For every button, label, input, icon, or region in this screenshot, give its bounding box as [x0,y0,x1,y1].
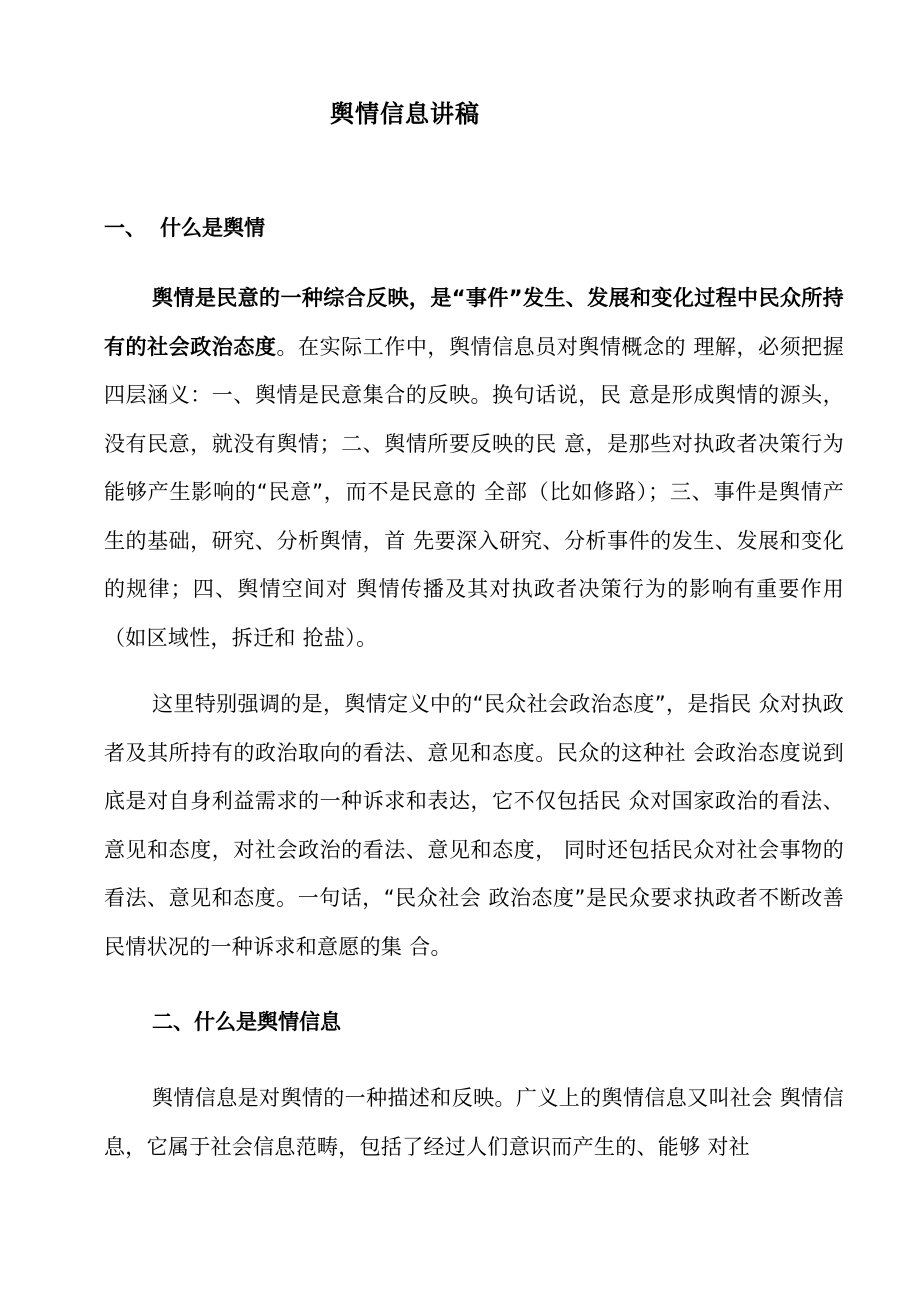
paragraph-1-body: 。在实际工作中，舆情信息员对舆情概念的 理解，必须把握四层涵义：一、舆情是民意集合的反映。换句话说，民 意是形成舆情的源头，没有民意，就没有舆情；二、舆情所要反映的民 意，是那些对执政者决策行为能够产生影响的“民意”，而不是民意的 全部（比如修路）；三、事件是舆情产生的基础，研究、分析舆情，首 先要深入研究、分析事件的发生、发展和变化的规律；四、舆情空间对 舆情传播及其对执政者决策行为的影响有重要作用（如区域性，拆迁和 抢盐）。 [104,334,844,650]
paragraph-1 [104,274,844,662]
section-heading-1 [104,212,265,244]
section-number-1: 一、 [104,216,146,240]
paragraph-2: 这里特别强调的是，舆情定义中的“民众社会政治态度”，是指民 众对执政者及其所持有的政治取向的看法、意见和态度。民众的这种社 会政治态度说到底是对自身利益需求的一种诉求和表达，它不仅包括民 众对国家政治的看法、意见和态度，对社会政治的看法、意见和态度， 同时还包括民众对社会事物的看法、意见和态度。一句话，“民众社会 政治态度”是民众要求执政者不断改善民情状况的一种诉求和意愿的集 合。 [104,692,844,959]
paragraph-1-bold-lead: 舆情是民意的一种综合反映，是“事件”发生、发展和变化过程中民众所持有的社会政治态度 [104,286,844,359]
document-title: 舆情信息讲稿 [330,100,480,128]
paragraph-3: 舆情信息是对舆情的一种描述和反映。广义上的舆情信息又叫社会 舆情信息，它属于社会信息范畴，包括了经过人们意识而产生的、能够 对社 [104,1086,844,1159]
section-heading-1-text: 什么是舆情 [160,216,265,240]
section-heading-2: 二、什么是舆情信息 [152,1010,341,1034]
